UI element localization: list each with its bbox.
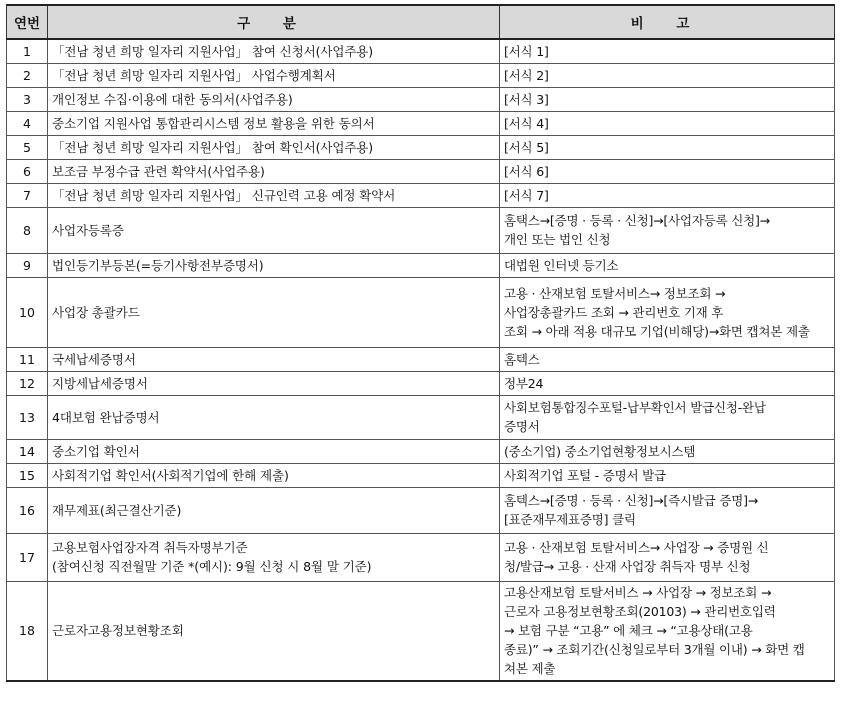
table-row [7, 111, 835, 135]
remark: [서식 6] [500, 159, 835, 183]
remark: 홈택스→[증명 · 등록 · 신청]→[사업자등록 신청]→ 개인 또는 법인 신청 [500, 207, 835, 253]
remark: 홈텍스 [500, 347, 835, 371]
table-row [7, 87, 835, 111]
table-row [7, 135, 835, 159]
document-name-line: 중소기업 지원사업 통합관리시스템 정보 활용을 위한 동의서 [52, 115, 375, 131]
document-name-line: 사회적기업 확인서(사회적기업에 한해 제출) [52, 467, 289, 483]
document-name [48, 111, 500, 135]
remark: 정부24 [500, 371, 835, 395]
table-row [7, 371, 835, 395]
document-name [48, 371, 500, 395]
row-number: 15 [7, 463, 48, 487]
table-row [7, 533, 835, 581]
row-number: 14 [7, 439, 48, 463]
document-name [48, 347, 500, 371]
document-name-line: 「전남 청년 희망 일자리 지원사업」 참여 확인서(사업주용) [52, 139, 374, 155]
remark: [서식 2] [500, 63, 835, 87]
table-row [7, 581, 835, 681]
document-name-line: 사업장 총괄카드 [52, 304, 140, 320]
submission-documents-table [6, 4, 835, 682]
header-name: 구 분 [48, 5, 500, 39]
row-number: 11 [7, 347, 48, 371]
document-name-line: 재무제표(최근결산기준) [52, 502, 182, 518]
document-name-line: 고용보험사업장자격 취득자명부기준 [52, 540, 248, 555]
document-name-line: 국세납세증명서 [52, 351, 136, 367]
remark: (중소기업) 중소기업현황정보시스템 [500, 439, 835, 463]
document-name [48, 39, 500, 63]
row-number: 5 [7, 135, 48, 159]
document-name-line: 지방세납세증명서 [52, 375, 148, 391]
remark: 고용 · 산재보험 토탈서비스→ 정보조회 → 사업장총괄카드 조회 → 관리번호 기재 후 조회 → 아래 적용 대규모 기업(비해당)→화면 캡쳐본 제출 [500, 277, 835, 347]
remark: [서식 3] [500, 87, 835, 111]
document-name-line: 4대보험 완납증명서 [52, 409, 160, 425]
row-number: 4 [7, 111, 48, 135]
document-name [48, 183, 500, 207]
row-number: 10 [7, 277, 48, 347]
table-row [7, 253, 835, 277]
document-name [48, 87, 500, 111]
row-number: 3 [7, 87, 48, 111]
header-num: 연번 [7, 5, 48, 39]
row-number: 16 [7, 487, 48, 533]
row-number: 2 [7, 63, 48, 87]
document-name-line: 근로자고용정보현황조회 [52, 623, 184, 639]
document-name-line: 보조금 부정수급 관련 확약서(사업주용) [52, 163, 265, 179]
row-number: 1 [7, 39, 48, 63]
document-name [48, 439, 500, 463]
remark: 사회적기업 포털 - 증명서 발급 [500, 463, 835, 487]
document-name [48, 159, 500, 183]
remark: 대법원 인터넷 등기소 [500, 253, 835, 277]
document-name-line: 「전남 청년 희망 일자리 지원사업」 신규인력 고용 예정 확약서 [52, 187, 396, 203]
document-name [48, 463, 500, 487]
table-row [7, 159, 835, 183]
row-number: 6 [7, 159, 48, 183]
header-note: 비 고 [500, 5, 835, 39]
remark: [서식 5] [500, 135, 835, 159]
row-number: 12 [7, 371, 48, 395]
table-row [7, 63, 835, 87]
document-name-line: 「전남 청년 희망 일자리 지원사업」 사업수행계획서 [52, 67, 336, 83]
table-row [7, 463, 835, 487]
remark: 홈텍스→[증명 · 등록 · 신청]→[즉시발급 증명]→ [표준재무제표증명] 클릭 [500, 487, 835, 533]
row-number: 7 [7, 183, 48, 207]
document-name-line: 「전남 청년 희망 일자리 지원사업」 참여 신청서(사업주용) [52, 43, 374, 59]
document-name-line: 법인등기부등본(=등기사항전부증명서) [52, 257, 264, 273]
remark: 고용 · 산재보험 토탈서비스→ 사업장 → 증명원 신 청/발급→ 고용 · 산재 사업장 취득자 명부 신청 [500, 533, 835, 581]
document-name-line: 사업자등록증 [52, 222, 124, 238]
document-name [48, 253, 500, 277]
remark: [서식 4] [500, 111, 835, 135]
table-row [7, 39, 835, 63]
row-number: 17 [7, 533, 48, 581]
row-number: 8 [7, 207, 48, 253]
document-name [48, 277, 500, 347]
document-name [48, 581, 500, 681]
table-row [7, 487, 835, 533]
document-name-line: 중소기업 확인서 [52, 443, 140, 459]
header-row [7, 5, 835, 39]
remark: 고용산재보험 토탈서비스 → 사업장 → 정보조회 → 근로자 고용정보현황조회(20103) → 관리번호입력 → 보험 구분 “고용” 에 체크 → “고용상태(고용 종료)” → 조회기간(신청일로부터 3개월 이내) → 화면 캡 쳐본 제출 [500, 581, 835, 681]
document-name [48, 63, 500, 87]
table-row [7, 395, 835, 439]
row-number: 13 [7, 395, 48, 439]
table-header [7, 5, 835, 39]
document-name [48, 135, 500, 159]
table-row [7, 439, 835, 463]
table-row [7, 277, 835, 347]
document-table-wrapper [6, 4, 835, 682]
table-body [7, 39, 835, 681]
document-name [48, 533, 500, 581]
row-number: 9 [7, 253, 48, 277]
remark: 사회보험통합징수포털-납부확인서 발급신청-완납 증명서 [500, 395, 835, 439]
document-name-line: (참여신청 직전월말 기준 *(예시): 9월 신청 시 8월 말 기준) [52, 559, 372, 574]
table-row [7, 347, 835, 371]
table-row [7, 207, 835, 253]
document-name [48, 207, 500, 253]
table-row [7, 183, 835, 207]
document-name [48, 487, 500, 533]
remark: [서식 1] [500, 39, 835, 63]
row-number: 18 [7, 581, 48, 681]
remark: [서식 7] [500, 183, 835, 207]
document-name-line: 개인정보 수집·이용에 대한 동의서(사업주용) [52, 91, 293, 107]
document-name [48, 395, 500, 439]
